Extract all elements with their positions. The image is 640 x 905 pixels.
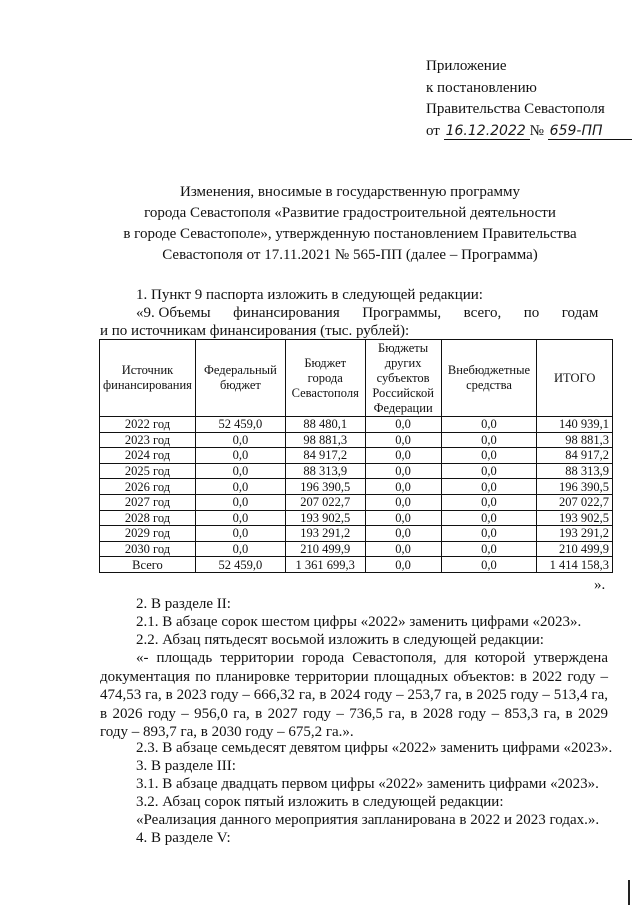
- table-cell: 0,0: [441, 432, 537, 448]
- appendix-block: [426, 56, 632, 142]
- table-row: [100, 541, 613, 557]
- table-cell: 1 361 699,3: [285, 557, 365, 573]
- table-cell: 0,0: [441, 510, 537, 526]
- header-source: Источник финансирования: [100, 340, 196, 417]
- table-cell: Всего: [100, 557, 196, 573]
- table-cell: 0,0: [365, 526, 441, 542]
- table-cell: 210 499,9: [285, 541, 365, 557]
- table-cell: 2026 год: [100, 479, 196, 495]
- table-cell: 88 313,9: [537, 463, 613, 479]
- table-cell: 0,0: [365, 494, 441, 510]
- table-cell: 0,0: [365, 432, 441, 448]
- table-row: [100, 448, 613, 464]
- document-title: [100, 182, 600, 266]
- table-cell: 2022 год: [100, 417, 196, 433]
- table-cell: 2027 год: [100, 494, 196, 510]
- table-cell: 0,0: [195, 510, 285, 526]
- table-cell: 196 390,5: [537, 479, 613, 495]
- section-3-1: 3.1. В абзаце двадцать первом цифры «2022» заменить цифрами «2023».: [136, 776, 599, 792]
- section-4: 4. В разделе V:: [136, 830, 231, 846]
- table-cell: 2030 год: [100, 541, 196, 557]
- table-cell: 207 022,7: [285, 494, 365, 510]
- table-cell: 196 390,5: [285, 479, 365, 495]
- table-cell: 88 313,9: [285, 463, 365, 479]
- header-total: ИТОГО: [537, 340, 613, 417]
- table-cell: 193 291,2: [537, 526, 613, 542]
- table-cell: 0,0: [195, 526, 285, 542]
- table-cell: 2025 год: [100, 463, 196, 479]
- handwritten-number: 659-ПП: [548, 123, 632, 140]
- table-cell: 0,0: [365, 448, 441, 464]
- item-1-quote-line1: «9. Объемы финансирования Программы, всего, по годам: [136, 305, 599, 321]
- table-cell: 98 881,3: [285, 432, 365, 448]
- appendix-line3: Правительства Севастополя: [426, 101, 605, 117]
- header-other-regions: Бюджеты других субъектов Российской Федерации: [365, 340, 441, 417]
- table-cell: 1 414 158,3: [537, 557, 613, 573]
- table-cell: 193 902,5: [285, 510, 365, 526]
- table-row: [100, 494, 613, 510]
- table-cell: 2029 год: [100, 526, 196, 542]
- section-2-2-quote: «- площадь территории города Севастополя, для которой утверждена документация по планировке территории площадных объектов: в 2022 году – 474,53 га, в 2023 году – 666,32 га, в 2024 году – 253,7 га, в 2025 году – 513,4 га, в 2026 году – 956,0 га, в 2027 году – 736,5 га, в 2028 году – 853,3 га, в 2029 году – 893,7 га, в 2030 году – 675,2 га.».: [100, 650, 608, 740]
- table-cell: 0,0: [441, 463, 537, 479]
- appendix-prefix: от: [426, 122, 440, 139]
- table-cell: 193 902,5: [537, 510, 613, 526]
- table-cell: 0,0: [441, 526, 537, 542]
- title-line1: Изменения, вносимые в государственную программу: [180, 184, 520, 200]
- table-row: [100, 417, 613, 433]
- header-federal: Федеральный бюджет: [195, 340, 285, 417]
- table-cell: 0,0: [441, 448, 537, 464]
- table-cell: 0,0: [365, 479, 441, 495]
- title-line4: Севастополя от 17.11.2021 № 565-ПП (далее – Программа): [162, 247, 538, 263]
- table-cell: 0,0: [195, 432, 285, 448]
- item-1-quote-line2: и по источникам финансирования (тыс. рублей):: [100, 323, 410, 339]
- section-2-2: 2.2. Абзац пятьдесят восьмой изложить в следующей редакции:: [136, 632, 544, 648]
- table-cell: 0,0: [195, 479, 285, 495]
- section-2-1: 2.1. В абзаце сорок шестом цифры «2022» заменить цифрами «2023».: [136, 614, 582, 630]
- header-extrabudgetary: Внебюджетные средства: [441, 340, 537, 417]
- table-cell: 0,0: [195, 494, 285, 510]
- table-row: [100, 526, 613, 542]
- table-cell: 52 459,0: [195, 557, 285, 573]
- table-cell: 140 939,1: [537, 417, 613, 433]
- table-row: [100, 479, 613, 495]
- section-2: 2. В разделе II:: [136, 596, 231, 612]
- table-cell: 0,0: [195, 541, 285, 557]
- table-row: [100, 432, 613, 448]
- table-cell: 193 291,2: [285, 526, 365, 542]
- table-cell: 207 022,7: [537, 494, 613, 510]
- table-cell: 2024 год: [100, 448, 196, 464]
- table-cell: 0,0: [195, 448, 285, 464]
- table-cell: 2023 год: [100, 432, 196, 448]
- section-3-2: 3.2. Абзац сорок пятый изложить в следующей редакции:: [136, 794, 504, 810]
- table-row: [100, 510, 613, 526]
- table-cell: 0,0: [441, 417, 537, 433]
- item-1: 1. Пункт 9 паспорта изложить в следующей редакции:: [136, 287, 483, 303]
- table-cell: 84 917,2: [537, 448, 613, 464]
- table-cell: 0,0: [441, 494, 537, 510]
- section-2-3: 2.3. В абзаце семьдесят девятом цифры «2022» заменить цифрами «2023».: [136, 740, 613, 756]
- table-row: [100, 463, 613, 479]
- table-cell: 52 459,0: [195, 417, 285, 433]
- table-cell: 0,0: [441, 557, 537, 573]
- financing-table: [99, 339, 613, 573]
- header-city: Бюджет города Севастополя: [285, 340, 365, 417]
- table-end-mark: ».: [594, 577, 606, 593]
- table-cell: 0,0: [195, 463, 285, 479]
- section-3-2-quote: «Реализация данного мероприятия запланирована в 2022 и 2023 годах.».: [136, 812, 600, 828]
- table-cell: 0,0: [365, 510, 441, 526]
- appendix-line1: Приложение: [426, 58, 507, 74]
- appendix-date-line: [426, 121, 632, 143]
- table-row: [100, 557, 613, 573]
- table-header-row: [100, 340, 613, 417]
- table-cell: 2028 год: [100, 510, 196, 526]
- appendix-line2: к постановлению: [426, 79, 537, 96]
- table-cell: 88 480,1: [285, 417, 365, 433]
- section-3: 3. В разделе III:: [136, 758, 236, 774]
- table-cell: 84 917,2: [285, 448, 365, 464]
- handwritten-date: 16.12.2022: [444, 123, 530, 140]
- table-cell: 0,0: [365, 557, 441, 573]
- number-sign: №: [529, 122, 544, 139]
- scan-edge-mark: [628, 880, 630, 905]
- table-cell: 0,0: [365, 541, 441, 557]
- table-cell: 98 881,3: [537, 432, 613, 448]
- table-cell: 0,0: [365, 417, 441, 433]
- table-cell: 0,0: [441, 541, 537, 557]
- title-line2: города Севастополя «Развитие градостроительной деятельности: [144, 205, 556, 221]
- table-cell: 210 499,9: [537, 541, 613, 557]
- table-cell: 0,0: [365, 463, 441, 479]
- table-cell: 0,0: [441, 479, 537, 495]
- title-line3: в городе Севастополе», утвержденную постановлением Правительства: [123, 226, 577, 242]
